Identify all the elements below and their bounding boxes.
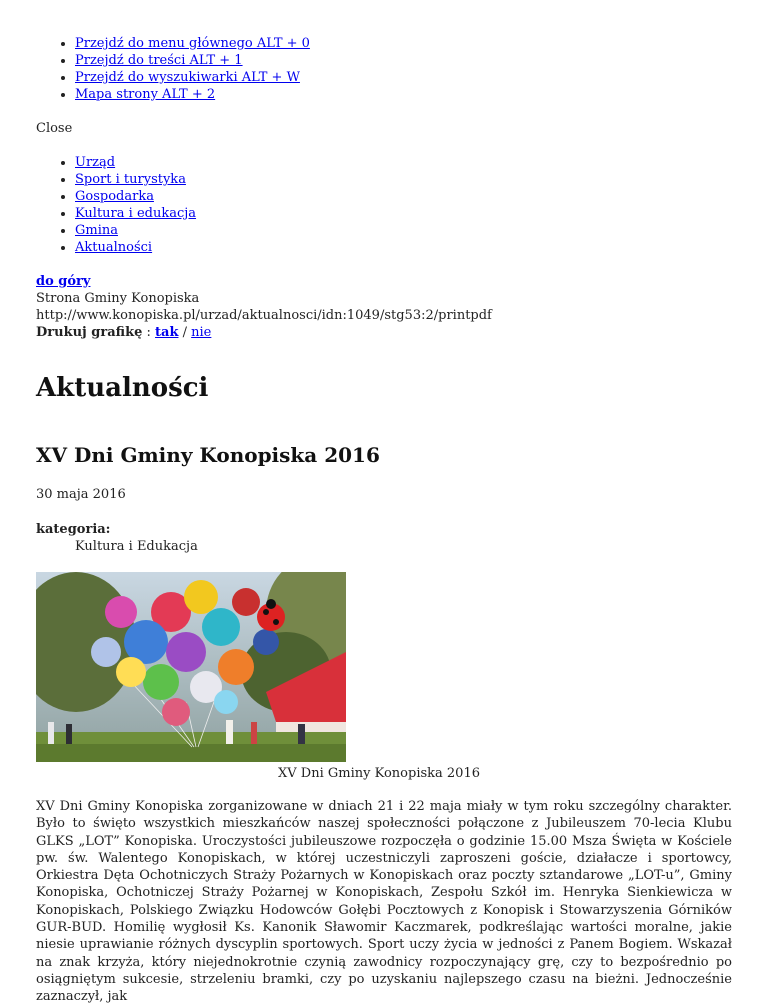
menu-item-urzad[interactable]: Urząd (75, 155, 116, 170)
skip-link-item (75, 52, 732, 69)
section-title: Aktualności (36, 373, 209, 403)
image-caption: XV Dni Gminy Konopiska 2016 (278, 766, 480, 781)
article-category (36, 521, 732, 555)
close-label[interactable]: Close (36, 121, 73, 136)
menu-item-kultura[interactable]: Kultura i edukacja (75, 206, 197, 221)
article-title: XV Dni Gminy Konopiska 2016 (36, 443, 380, 467)
skip-to-search-link[interactable]: Przejdź do wyszukiwarki ALT + W (75, 70, 300, 85)
menu-item-gmina[interactable]: Gmina (75, 223, 118, 238)
category-label: kategoria: (36, 522, 111, 537)
menu-item-gospodarka[interactable]: Gospodarka (75, 189, 154, 204)
sitemap-link[interactable]: Mapa strony ALT + 2 (75, 87, 216, 102)
menu-item (75, 171, 732, 188)
print-graphics-row (36, 324, 732, 341)
article-body: XV Dni Gminy Konopiska zorganizowane w dniach 21 i 22 maja miały w tym roku szczególny charakter. Było to święto wszystkich mieszkańców naszej społeczności połączone z Jubileuszem 70-lecia Klubu GLKS „LOT” Konopiska. Uroczystości jubileuszowe rozpoczęła o godzinie 15.00 Msza Święta w Kościele pw. św. Walentego Konopiskach, w której uczestniczyli zaproszeni goście, działacze i sportowcy, Orkiestra Dęta Ochotniczych Straży Pożarnych w Konopiskach oraz poczty sztandarowe „LOT-u”, Gminy Konopiska, Ochotniczej Straży Pożarnej w Konopiskach, Zespołu Szkół im. Henryka Sienkiewicza w Konopiskach, Polskiego Związku Hodowców Gołębi Pocztowych z Konopisk i Stowarzyszenia Górników GUR-BUD. Homilię wygłosił Ks. Kanonik Sławomir Kaczmarek, podkreślając wartości moralne, jakie niesie uprawianie różnych dyscyplin sportowych. Sport uczy życia w jedności z Panem Bogiem. Wskazał na znak krzyża, który niejednokrotnie czynią zawodnicy rozpoczynający grę, czy to bezpośrednio po osiągniętym sukcesie, strzeleniu bramki, czy po uzyskaniu najlepszego czasu na bieżni. Jednocześnie zaznaczył, jak (36, 799, 732, 1005)
menu-item (75, 188, 732, 205)
site-name: Strona Gminy Konopiska (36, 291, 200, 306)
skip-link-item (75, 86, 732, 103)
category-value: Kultura i Edukacja (75, 539, 198, 554)
menu-item (75, 154, 732, 171)
print-header (36, 273, 732, 341)
back-to-top-link[interactable]: do góry (36, 274, 91, 289)
skip-link-item (75, 69, 732, 86)
print-graphics-slash: / (182, 325, 187, 340)
page-url: http://www.konopiska.pl/urzad/aktualnosci/idn:1049/stg53:2/printpdf (36, 308, 492, 323)
skip-to-content-link[interactable]: Przejdź do treści ALT + 1 (75, 53, 243, 68)
print-graphics-yes-link[interactable]: tak (155, 325, 179, 340)
article-figure (36, 572, 480, 782)
article-date: 30 maja 2016 (36, 487, 126, 502)
menu-item (75, 239, 732, 256)
skip-links (36, 0, 732, 103)
print-graphics-label: Drukuj grafikę (36, 325, 143, 340)
main-menu (36, 154, 732, 256)
skip-link-item (75, 35, 732, 52)
menu-item (75, 222, 732, 239)
balloons-photo[interactable] (36, 572, 346, 762)
menu-item (75, 205, 732, 222)
menu-item-aktualnosci[interactable]: Aktualności (75, 240, 153, 255)
print-graphics-separator: : (146, 325, 151, 340)
print-graphics-no-link[interactable]: nie (191, 325, 212, 340)
menu-item-sport[interactable]: Sport i turystyka (75, 172, 186, 187)
skip-to-main-menu-link[interactable]: Przejdź do menu głównego ALT + 0 (75, 36, 310, 51)
